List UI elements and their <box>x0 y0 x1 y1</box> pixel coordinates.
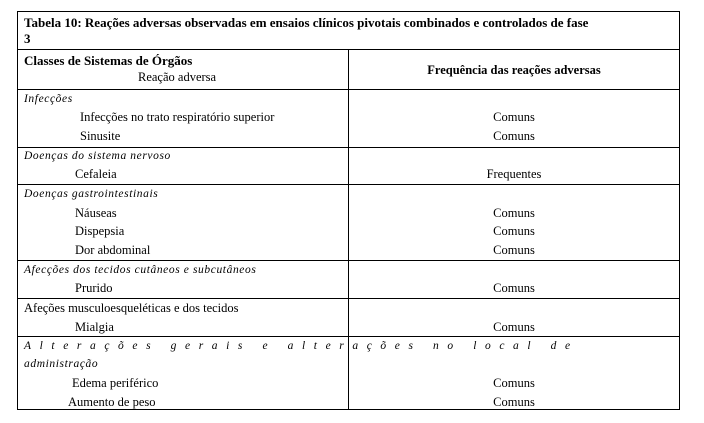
reaction-frequency: Comuns <box>493 110 535 124</box>
reaction-frequency: Comuns <box>493 395 535 409</box>
reaction-name: Mialgia <box>75 320 114 334</box>
table-caption <box>18 12 679 50</box>
header-system-organ-class: Classes de Sistemas de Órgãos <box>24 53 193 68</box>
reaction-name: Cefaleia <box>75 167 117 181</box>
class-general-disorders-cont: administração <box>24 358 99 370</box>
row-divider <box>18 298 679 299</box>
reaction-frequency: Comuns <box>493 206 535 220</box>
class-infections: Infecções <box>24 93 73 105</box>
class-general-disorders: Alterações gerais e alterações no local de <box>24 340 579 352</box>
reaction-frequency: Comuns <box>493 224 535 238</box>
caption-line-2: 3 <box>24 31 31 46</box>
row-divider <box>18 184 679 185</box>
class-nervous-system: Doenças do sistema nervoso <box>24 150 171 162</box>
reaction-name: Prurido <box>75 281 113 295</box>
class-musculoskeletal: Afeções musculoesqueléticas e dos tecidos <box>24 301 239 315</box>
row-divider <box>18 336 679 337</box>
reaction-name: Náuseas <box>75 206 117 220</box>
row-divider <box>18 89 679 90</box>
reaction-frequency: Frequentes <box>486 167 542 181</box>
header-adverse-reaction: Reação adversa <box>138 70 217 84</box>
reaction-name: Dispepsia <box>75 224 125 238</box>
reaction-name: Edema periférico <box>72 376 159 390</box>
reaction-frequency: Comuns <box>493 376 535 390</box>
class-skin: Afecções dos tecidos cutâneos e subcutâneos <box>24 264 257 276</box>
class-gastrointestinal: Doenças gastrointestinais <box>24 188 159 200</box>
reaction-frequency: Comuns <box>493 281 535 295</box>
reaction-frequency: Comuns <box>493 129 535 143</box>
row-divider <box>18 147 679 148</box>
reaction-name: Aumento de peso <box>68 395 156 409</box>
reaction-frequency: Comuns <box>493 243 535 257</box>
caption-line-1: Tabela 10: Reações adversas observadas em ensaios clínicos pivotais combinados e controlados de fase <box>24 15 589 30</box>
reaction-name: Infecções no trato respiratório superior <box>80 110 275 124</box>
header-frequency: Frequência das reações adversas <box>427 63 601 77</box>
adverse-reactions-table <box>17 11 680 410</box>
reaction-name: Dor abdominal <box>75 243 151 257</box>
row-divider <box>18 260 679 261</box>
reaction-frequency: Comuns <box>493 320 535 334</box>
reaction-name: Sinusite <box>80 129 121 143</box>
